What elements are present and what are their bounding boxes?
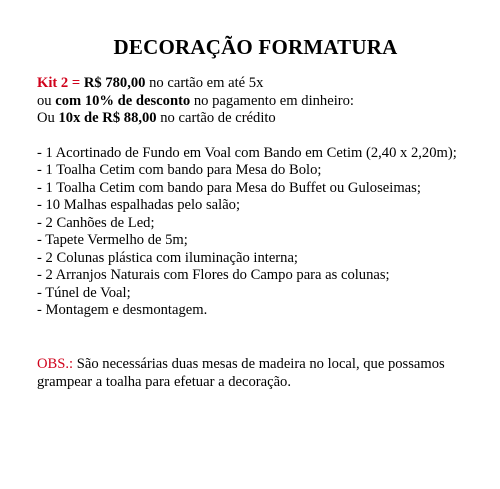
installments-bold: 10x de R$ 88,00 [58, 110, 157, 126]
pricing-line-installments [37, 110, 474, 128]
list-item: - Tapete Vermelho de 5m; [37, 232, 188, 248]
kit-label: Kit 2 [37, 75, 69, 91]
list-item: - 2 Colunas plástica com iluminação interna; [37, 249, 298, 266]
list-item: - 1 Toalha Cetim com bando para Mesa do Buffet ou Guloseimas; [37, 179, 421, 196]
kit-equals: = [68, 75, 84, 91]
list-item: - 10 Malhas espalhadas pelo salão; [37, 197, 241, 213]
kit-price: R$ 780,00 [83, 75, 146, 91]
discount-suffix: no pagamento em dinheiro: [190, 92, 354, 109]
kit-price-suffix: no cartão em até 5x [145, 75, 264, 91]
list-item: - 1 Acortinado de Fundo em Voal com Bando em Cetim (2,40 x 2,20m); [37, 144, 457, 161]
list-item: - Montagem e desmontagem. [37, 302, 208, 318]
discount-prefix: ou [37, 92, 56, 109]
discount-bold: com 10% de desconto [55, 92, 191, 109]
list-item: - 2 Arranjos Naturais com Flores do Campo para as colunas; [37, 267, 390, 283]
obs-label: OBS.: [37, 355, 74, 372]
obs-text: São necessárias duas mesas de madeira no local, que possamos grampear a toalha para efetuar a decoração. [37, 355, 445, 390]
items-list [37, 145, 474, 320]
installments-suffix: no cartão de crédito [156, 110, 276, 126]
list-item: - 1 Toalha Cetim com bando para Mesa do Bolo; [37, 162, 322, 178]
obs-note [37, 355, 474, 391]
list-item: - 2 Canhões de Led; [37, 214, 155, 231]
list-item: - Túnel de Voal; [37, 284, 131, 301]
pricing-block [37, 75, 474, 128]
pricing-line-kit [37, 75, 474, 93]
pricing-line-discount [37, 93, 474, 111]
page-title: DECORAÇÃO FORMATURA [113, 35, 398, 59]
installments-prefix: Ou [37, 110, 59, 126]
